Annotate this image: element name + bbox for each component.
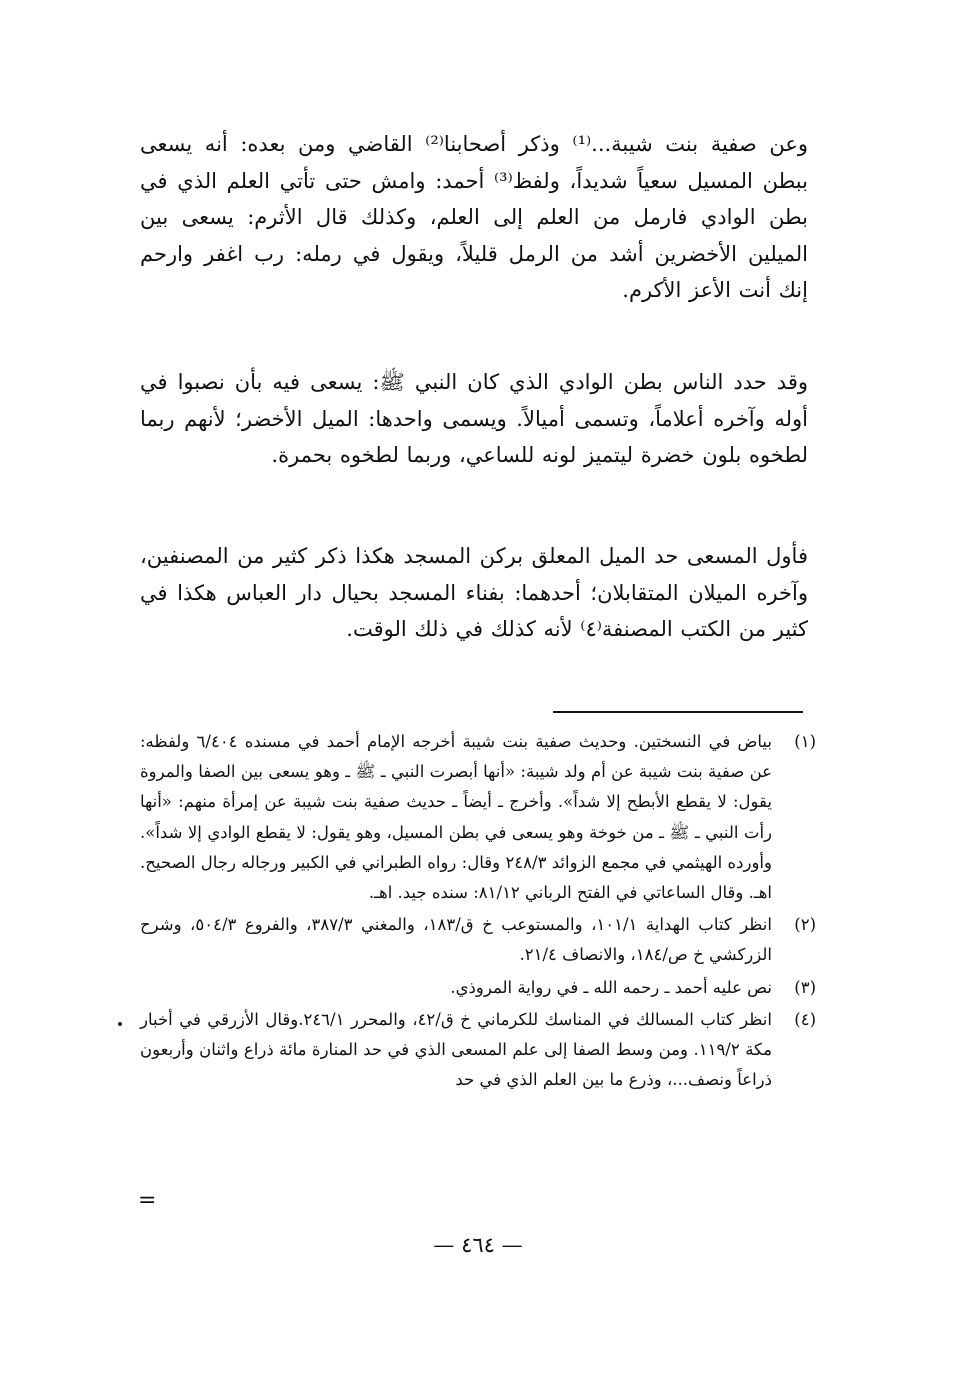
footnote-3 (140, 973, 816, 1003)
body-paragraph-1: وعن صفية بنت شيبة...⁽¹⁾ وذكر أصحابنا⁽²⁾ القاضي ومن بعده: أنه يسعى ببطن المسيل سعياً شديداً، ولفظ⁽³⁾ أحمد: وامش حتى تأتي العلم الذي في بطن الوادي فارمل من العلم إلى العلم، وكذلك قال الأثرم: يسعى بين الميلين الأخضرين أشد من الرمل قليلاً، ويقول في رمله: رب اغفر وارحم إنك أنت الأعز الأكرم. (140, 132, 808, 302)
footnote-number: (٤) (794, 1009, 816, 1029)
footnote-text: انظر كتاب الهداية ١٠١/١، والمستوعب خ ق/١٨٣، والمغني ٣٨٧/٣، والفروع ٥٠٤/٣، وشرح الزركشي خ ص/١٨٤، والانصاف ٢١/٤. (140, 915, 772, 965)
footnote-1 (140, 727, 816, 908)
continuation-mark: = (138, 1188, 157, 1213)
footnote-text: انظر كتاب المسالك في المناسك للكرماني خ ق/٤٢، والمحرر ٢٤٦/١.وقال الأزرقي في أخبار مكة ١١٩/٢. ومن وسط الصفا إلى علم المسعى الذي في حد المنارة مائة ذراع واثنان وأربعون ذراعاً ونصف...، وذرع ما بين العلم الذي في حد (140, 1009, 773, 1090)
print-speck (118, 1022, 122, 1026)
footnote-number: (١) (794, 732, 816, 751)
footnote-4 (140, 1005, 816, 1096)
footnote-2 (140, 910, 816, 970)
page-number: — ٤٦٤ — (433, 1233, 523, 1257)
footnote-text: نص عليه أحمد ـ رحمه الله ـ في رواية المروذي. (450, 977, 772, 997)
body-paragraph-2: وقد حدد الناس بطن الوادي الذي كان النبي ﷺ: يسعى فيه بأن نصبوا في أوله وآخره أعلاماً، وتسمى أميالاً. ويسمى واحدها: الميل الأخضر؛ لأنهم ربما لطخوه بلون خضرة ليتميز لونه للساعي، وربما لطخوه بحمرة. (140, 370, 808, 467)
footnote-text: بياض في النسختين. وحديث صفية بنت شيبة أخرجه الإمام أحمد في مسنده ٦/٤٠٤ ولفظه: عن صفية بنت شيبة عن أم ولد شيبة: «أنها أبصرت النبي ـ ﷺ ـ وهو يسعى بين الصفا والمروة يقول: لا يقطع الأبطح إلا شداً». وأخرج ـ أيضاً ـ حديث صفية بنت شيبة عن إمرأة منهم: «أنها رأت النبي ـ ﷺ ـ من خوخة وهو يسعى في بطن المسيل، وهو يقول: لا يقطع الوادي إلا شداً». وأورده الهيثمي في مجمع الزوائد ٢٤٨/٣ وقال: رواه الطبراني في الكبير ورجاله رجال الصحيح. اهـ. وقال الساعاتي في الفتح الرباني ٨١/١٢: سنده جيد. اهـ. (140, 732, 772, 903)
footnote-number: (٣) (794, 977, 816, 997)
body-paragraph-3: فأول المسعى حد الميل المعلق بركن المسجد هكذا ذكر كثير من المصنفين، وآخره الميلان المتقابلان؛ أحدهما: بفناء المسجد بحيال دار العباس هكذا في كثير من الكتب المصنفة⁽٤⁾ لأنه كذلك في ذلك الوقت. (140, 544, 808, 641)
footnote-separator (553, 711, 803, 713)
footnotes-list (140, 727, 816, 1097)
footnote-number: (٢) (794, 915, 816, 935)
